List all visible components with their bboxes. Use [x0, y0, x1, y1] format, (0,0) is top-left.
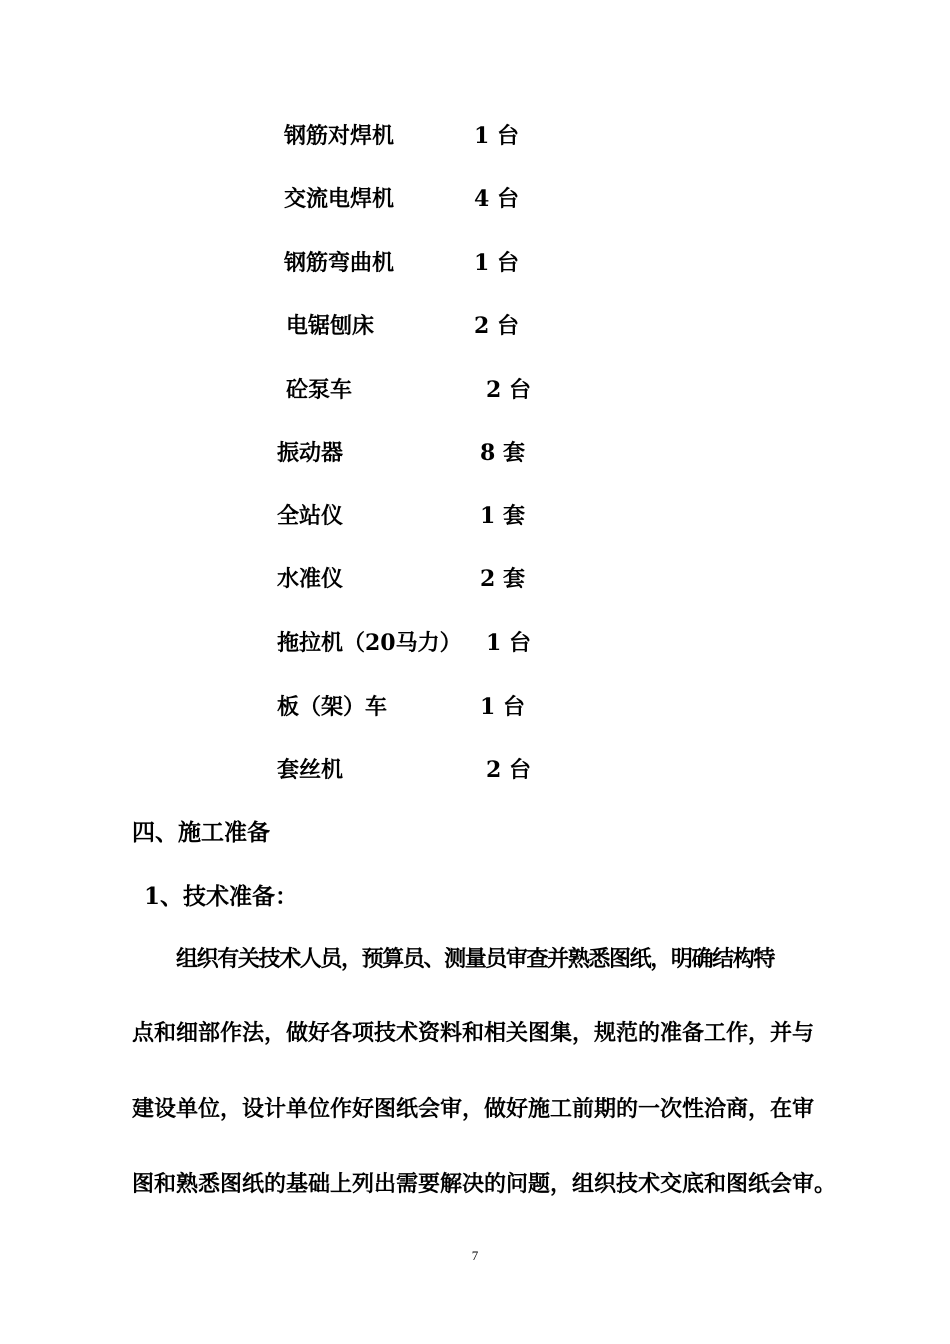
paragraph-line: 图和熟悉图纸的基础上列出需要解决的问题，组织技术交底和图纸会审。 — [132, 1171, 837, 1197]
paragraph-line: 建设单位，设计单位作好图纸会审，做好施工前期的一次性洽商，在审 — [132, 1096, 815, 1122]
equipment-name: 砼泵车 — [286, 377, 353, 403]
equipment-quantity: 2 套 — [480, 566, 525, 592]
equipment-name: 全站仪 — [277, 503, 344, 529]
equipment-name: 套丝机 — [277, 757, 344, 783]
page-number: 7 — [471, 1248, 479, 1263]
equipment-quantity: 1 台 — [486, 630, 531, 656]
equipment-quantity: 1 台 — [474, 250, 519, 276]
equipment-quantity: 2 台 — [474, 313, 519, 339]
equipment-quantity: 1 台 — [474, 123, 519, 149]
equipment-quantity: 1 套 — [480, 503, 525, 529]
equipment-name: 板（架）车 — [277, 694, 388, 720]
equipment-name: 水准仪 — [277, 566, 344, 592]
equipment-quantity: 2 台 — [486, 377, 531, 403]
paragraph-line: 点和细部作法，做好各项技术资料和相关图集，规范的准备工作，并与 — [132, 1020, 815, 1046]
section-heading: 四、施工准备 — [132, 819, 270, 846]
equipment-quantity: 1 台 — [480, 694, 525, 720]
subsection-heading: 1、技术准备： — [144, 883, 299, 910]
equipment-name: 电锯刨床 — [286, 313, 375, 339]
equipment-quantity: 2 台 — [486, 757, 531, 783]
paragraph-line: 组织有关技术人员，预算员、测量员审查并熟悉图纸，明确结构特 — [176, 946, 775, 972]
equipment-name: 钢筋弯曲机 — [284, 250, 395, 276]
equipment-quantity: 4 台 — [474, 186, 519, 212]
equipment-name: 钢筋对焊机 — [284, 123, 395, 149]
equipment-name: 振动器 — [277, 440, 344, 466]
equipment-name: 交流电焊机 — [284, 186, 395, 212]
equipment-name: 拖拉机（20马力） — [277, 630, 462, 656]
equipment-quantity: 8 套 — [480, 440, 525, 466]
